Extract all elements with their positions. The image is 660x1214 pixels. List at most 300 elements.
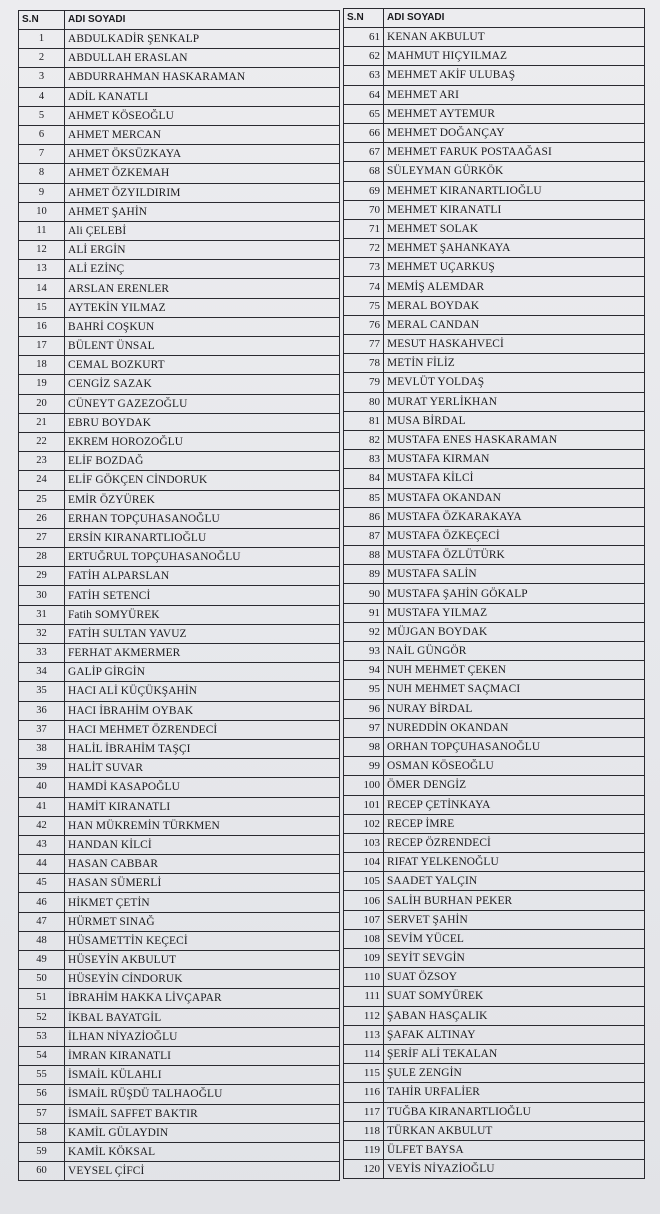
table-row [19,241,340,260]
table-row [19,835,340,854]
row-sn: 119 [344,1140,384,1159]
row-name: MURAT YERLİKHAN [384,392,645,411]
row-name: MUSTAFA ÖZKARAKAYA [384,507,645,526]
row-sn: 34 [19,663,65,682]
table-row [19,1066,340,1085]
table-row [19,644,340,663]
table-row [19,548,340,567]
table-row [344,699,645,718]
table-row [19,279,340,298]
table-row [344,430,645,449]
row-sn: 66 [344,123,384,142]
row-sn: 89 [344,565,384,584]
table-row [344,411,645,430]
table-row [344,1025,645,1044]
table-row [19,759,340,778]
table-row [344,123,645,142]
row-name: MUSTAFA ÖZKEÇECİ [384,526,645,545]
row-sn: 93 [344,642,384,661]
row-sn: 16 [19,317,65,336]
table-row [19,874,340,893]
row-sn: 102 [344,814,384,833]
table-row [19,855,340,874]
table-row [344,814,645,833]
row-name: MEHMET KIRANARTLIOĞLU [384,181,645,200]
table-row [19,68,340,87]
row-name: KAMİL GÜLAYDIN [65,1123,340,1142]
header-sn: S.N [344,9,384,28]
row-name: RECEP ÇETİNKAYA [384,795,645,814]
row-name: SÜLEYMAN GÜRKÖK [384,162,645,181]
row-sn: 114 [344,1044,384,1063]
table-row [19,87,340,106]
row-sn: 17 [19,337,65,356]
row-name: ABDULKADİR ŞENKALP [65,30,340,49]
row-sn: 76 [344,315,384,334]
table-row [19,375,340,394]
row-sn: 21 [19,413,65,432]
table-row [344,277,645,296]
row-sn: 116 [344,1083,384,1102]
table-row [19,432,340,451]
row-name: AHMET ÖZYILDIRIM [65,183,340,202]
row-name: ALİ EZİNÇ [65,260,340,279]
row-sn: 50 [19,970,65,989]
row-name: AHMET ŞAHİN [65,202,340,221]
row-name: ŞERİF ALİ TEKALAN [384,1044,645,1063]
row-sn: 85 [344,488,384,507]
table-row [19,1046,340,1065]
table-row [19,413,340,432]
row-sn: 100 [344,776,384,795]
table-row [19,30,340,49]
row-name: MEHMET ARI [384,85,645,104]
row-sn: 64 [344,85,384,104]
table-row [19,682,340,701]
row-sn: 117 [344,1102,384,1121]
table-row [344,450,645,469]
row-name: BÜLENT ÜNSAL [65,337,340,356]
row-name: ŞAFAK ALTINAY [384,1025,645,1044]
row-sn: 39 [19,759,65,778]
table-row [344,776,645,795]
row-name: HÜSEYİN CİNDORUK [65,970,340,989]
row-name: SEYİT SEVGİN [384,949,645,968]
row-name: FATİH SETENCİ [65,586,340,605]
row-sn: 14 [19,279,65,298]
row-name: HAMİT KIRANATLI [65,797,340,816]
row-sn: 26 [19,509,65,528]
row-name: NAİL GÜNGÖR [384,642,645,661]
row-sn: 33 [19,644,65,663]
row-name: MUSTAFA KİLCİ [384,469,645,488]
table-row [344,795,645,814]
table-row [19,663,340,682]
row-name: İKBAL BAYATGİL [65,1008,340,1027]
row-name: MEMİŞ ALEMDAR [384,277,645,296]
row-name: EMİR ÖZYÜREK [65,490,340,509]
table-body-left [19,30,340,1181]
header-name: ADI SOYADI [65,11,340,30]
row-name: HAMDİ KASAPOĞLU [65,778,340,797]
table-row [19,701,340,720]
row-name: ALİ ERGİN [65,241,340,260]
row-name: HÜSEYİN AKBULUT [65,951,340,970]
row-name: MERAL CANDAN [384,315,645,334]
row-sn: 15 [19,298,65,317]
table-row [19,317,340,336]
table-row [344,296,645,315]
row-name: MERAL BOYDAK [384,296,645,315]
row-name: MEVLÜT YOLDAŞ [384,373,645,392]
row-name: SERVET ŞAHİN [384,910,645,929]
table-row [344,929,645,948]
row-sn: 91 [344,603,384,622]
table-row [344,661,645,680]
row-name: TÜRKAN AKBULUT [384,1121,645,1140]
row-sn: 47 [19,912,65,931]
row-sn: 73 [344,258,384,277]
row-name: Ali ÇELEBİ [65,221,340,240]
row-name: SUAT ÖZSOY [384,968,645,987]
table-row [19,931,340,950]
row-sn: 60 [19,1162,65,1181]
row-name: AHMET KÖSEOĞLU [65,106,340,125]
row-sn: 120 [344,1160,384,1179]
row-sn: 40 [19,778,65,797]
row-name: MEHMET SOLAK [384,219,645,238]
row-name: Fatih SOMYÜREK [65,605,340,624]
row-sn: 57 [19,1104,65,1123]
row-sn: 1 [19,30,65,49]
row-sn: 108 [344,929,384,948]
table-row [344,469,645,488]
row-sn: 12 [19,241,65,260]
table-row [344,949,645,968]
row-sn: 61 [344,28,384,47]
row-name: FATİH SULTAN YAVUZ [65,624,340,643]
table-row [344,258,645,277]
table-row [19,567,340,586]
table-row [344,1083,645,1102]
row-sn: 69 [344,181,384,200]
row-name: NUH MEHMET ÇEKEN [384,661,645,680]
table-row [344,737,645,756]
row-name: ÜLFET BAYSA [384,1140,645,1159]
row-sn: 56 [19,1085,65,1104]
name-list-table-left [18,10,340,1181]
row-name: RECEP İMRE [384,814,645,833]
table-row [344,968,645,987]
row-name: HACI ALİ KÜÇÜKŞAHİN [65,682,340,701]
table-row [19,183,340,202]
row-name: TUĞBA KIRANARTLIOĞLU [384,1102,645,1121]
row-sn: 35 [19,682,65,701]
row-name: ORHAN TOPÇUHASANOĞLU [384,737,645,756]
row-name: CÜNEYT GAZEZOĞLU [65,394,340,413]
table-row [344,853,645,872]
row-sn: 71 [344,219,384,238]
row-name: HAN MÜKREMİN TÜRKMEN [65,816,340,835]
row-name: EKREM HOROZOĞLU [65,432,340,451]
table-row [344,833,645,852]
row-sn: 23 [19,452,65,471]
table-row [19,394,340,413]
row-name: MEHMET DOĞANÇAY [384,123,645,142]
row-name: ADİL KANATLI [65,87,340,106]
row-sn: 44 [19,855,65,874]
table-row [19,260,340,279]
row-sn: 109 [344,949,384,968]
row-sn: 6 [19,125,65,144]
row-sn: 106 [344,891,384,910]
row-name: MEHMET KIRANATLI [384,200,645,219]
row-sn: 83 [344,450,384,469]
row-name: AHMET ÖZKEMAH [65,164,340,183]
table-row [19,720,340,739]
row-sn: 90 [344,584,384,603]
row-name: MUSTAFA OKANDAN [384,488,645,507]
table-body-right [344,28,645,1179]
table-row [344,162,645,181]
row-name: ABDURRAHMAN HASKARAMAN [65,68,340,87]
row-sn: 27 [19,528,65,547]
row-name: RIFAT YELKENOĞLU [384,853,645,872]
row-sn: 96 [344,699,384,718]
table-row [19,106,340,125]
table-row [19,989,340,1008]
row-sn: 53 [19,1027,65,1046]
row-name: HÜSAMETTİN KEÇECİ [65,931,340,950]
table-row [19,145,340,164]
row-sn: 36 [19,701,65,720]
table-row [19,471,340,490]
table-row [344,488,645,507]
row-name: İBRAHİM HAKKA LİVÇAPAR [65,989,340,1008]
row-name: MUSTAFA ÖZLÜTÜRK [384,546,645,565]
table-row [344,1102,645,1121]
table-row [344,584,645,603]
row-name: RECEP ÖZRENDECİ [384,833,645,852]
row-name: AHMET MERCAN [65,125,340,144]
row-name: HANDAN KİLCİ [65,835,340,854]
row-sn: 81 [344,411,384,430]
row-sn: 55 [19,1066,65,1085]
row-sn: 29 [19,567,65,586]
table-row [344,642,645,661]
row-name: HÜRMET SINAĞ [65,912,340,931]
row-sn: 112 [344,1006,384,1025]
table-row [344,104,645,123]
row-sn: 98 [344,737,384,756]
row-name: ŞABAN HASÇALIK [384,1006,645,1025]
row-sn: 70 [344,200,384,219]
table-row [344,143,645,162]
table-row [19,605,340,624]
row-name: HALİT SUVAR [65,759,340,778]
table-row [344,507,645,526]
row-sn: 5 [19,106,65,125]
row-name: ÖMER DENGİZ [384,776,645,795]
table-row [19,893,340,912]
row-name: MUSTAFA YILMAZ [384,603,645,622]
row-name: İSMAİL RÜŞDÜ TALHAOĞLU [65,1085,340,1104]
row-name: MUSTAFA SALİN [384,565,645,584]
table-row [19,298,340,317]
row-sn: 7 [19,145,65,164]
table-row [344,66,645,85]
row-sn: 31 [19,605,65,624]
table-row [344,373,645,392]
table-row [19,452,340,471]
table-row [19,1008,340,1027]
table-row [19,586,340,605]
table-header-row [344,9,645,28]
row-sn: 67 [344,143,384,162]
table-row [19,816,340,835]
row-sn: 43 [19,835,65,854]
row-sn: 63 [344,66,384,85]
row-sn: 87 [344,526,384,545]
row-sn: 118 [344,1121,384,1140]
row-name: İMRAN KIRANATLI [65,1046,340,1065]
row-name: ARSLAN ERENLER [65,279,340,298]
table-row [19,797,340,816]
row-sn: 13 [19,260,65,279]
table-row [19,221,340,240]
table-row [19,1162,340,1181]
row-sn: 68 [344,162,384,181]
row-sn: 79 [344,373,384,392]
row-name: HACI MEHMET ÖZRENDECİ [65,720,340,739]
row-sn: 88 [344,546,384,565]
row-sn: 95 [344,680,384,699]
table-row [19,356,340,375]
table-header-row [19,11,340,30]
row-name: MUSTAFA ENES HASKARAMAN [384,430,645,449]
row-sn: 24 [19,471,65,490]
row-name: MEHMET UÇARKUŞ [384,258,645,277]
row-name: MAHMUT HIÇYILMAZ [384,47,645,66]
row-sn: 11 [19,221,65,240]
table-row [19,337,340,356]
table-row [344,28,645,47]
table-row [344,200,645,219]
row-name: İSMAİL KÜLAHLI [65,1066,340,1085]
row-name: SUAT SOMYÜREK [384,987,645,1006]
row-name: ELİF BOZDAĞ [65,452,340,471]
row-name: MUSTAFA ŞAHİN GÖKALP [384,584,645,603]
row-name: CENGİZ SAZAK [65,375,340,394]
row-sn: 74 [344,277,384,296]
table-row [344,757,645,776]
row-sn: 10 [19,202,65,221]
row-name: HASAN CABBAR [65,855,340,874]
row-name: MEHMET AYTEMUR [384,104,645,123]
table-row [344,1140,645,1159]
table-row [344,315,645,334]
row-sn: 58 [19,1123,65,1142]
name-list-table-right [343,8,645,1179]
table-row [344,680,645,699]
row-sn: 78 [344,354,384,373]
table-row [344,85,645,104]
row-name: METİN FİLİZ [384,354,645,373]
row-name: EBRU BOYDAK [65,413,340,432]
row-name: ELİF GÖKÇEN CİNDORUK [65,471,340,490]
row-name: MUSA BİRDAL [384,411,645,430]
row-sn: 45 [19,874,65,893]
row-name: AHMET ÖKSÜZKAYA [65,145,340,164]
row-sn: 110 [344,968,384,987]
table-row [344,546,645,565]
row-sn: 82 [344,430,384,449]
row-sn: 51 [19,989,65,1008]
table-row [19,912,340,931]
row-name: SAADET YALÇIN [384,872,645,891]
table-row [19,970,340,989]
row-name: KAMİL KÖKSAL [65,1142,340,1161]
table-row [19,509,340,528]
row-name: HİKMET ÇETİN [65,893,340,912]
row-sn: 8 [19,164,65,183]
row-sn: 25 [19,490,65,509]
table-row [344,526,645,545]
table-row [344,239,645,258]
row-name: MEHMET ŞAHANKAYA [384,239,645,258]
table-row [344,910,645,929]
table-row [344,891,645,910]
table-row [344,354,645,373]
table-row [19,49,340,68]
row-sn: 49 [19,951,65,970]
table-row [19,528,340,547]
table-row [19,1142,340,1161]
row-sn: 18 [19,356,65,375]
table-row [344,872,645,891]
table-row [344,622,645,641]
table-row [344,565,645,584]
table-row [344,718,645,737]
row-name: ABDULLAH ERASLAN [65,49,340,68]
table-row [344,1064,645,1083]
table-row [344,219,645,238]
row-name: ŞULE ZENGİN [384,1064,645,1083]
row-sn: 20 [19,394,65,413]
row-sn: 42 [19,816,65,835]
table-row [19,490,340,509]
table-row [19,778,340,797]
row-sn: 59 [19,1142,65,1161]
row-name: ERSİN KIRANARTLIOĞLU [65,528,340,547]
row-sn: 22 [19,432,65,451]
table-row [344,603,645,622]
row-sn: 103 [344,833,384,852]
row-sn: 48 [19,931,65,950]
row-sn: 41 [19,797,65,816]
row-name: OSMAN KÖSEOĞLU [384,757,645,776]
row-name: KENAN AKBULUT [384,28,645,47]
row-name: MUSTAFA KIRMAN [384,450,645,469]
row-name: HALİL İBRAHİM TAŞÇI [65,739,340,758]
row-name: HACI İBRAHİM OYBAK [65,701,340,720]
table-row [19,951,340,970]
row-sn: 38 [19,739,65,758]
row-name: ERTUĞRUL TOPÇUHASANOĞLU [65,548,340,567]
row-sn: 62 [344,47,384,66]
row-name: TAHİR URFALİER [384,1083,645,1102]
row-sn: 46 [19,893,65,912]
